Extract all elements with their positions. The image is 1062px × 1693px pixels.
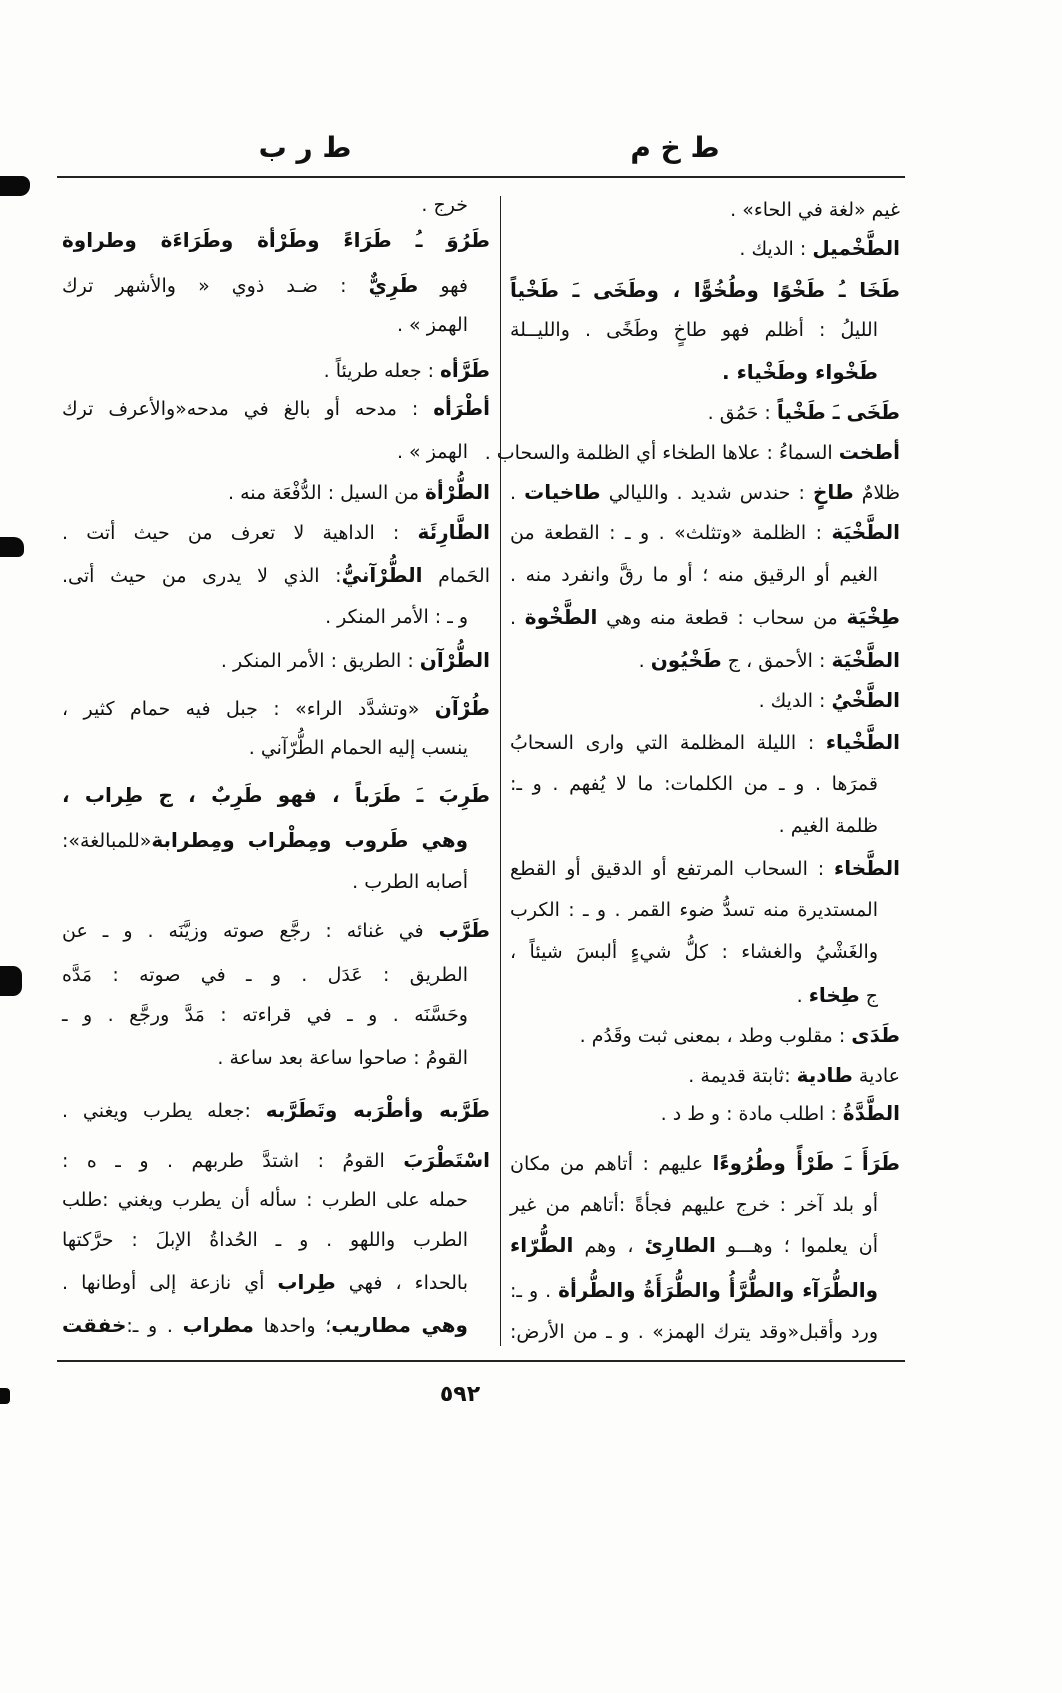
headword: طَرِبَ ـَ طَرَباً ، فهو طَرِبٌ ، ج طِراب ، bbox=[62, 783, 490, 807]
definition-text: : السحاب المرتفع أو الدقيق أو القطع bbox=[510, 858, 834, 880]
left-column bbox=[62, 0, 490, 1693]
definition-text: . bbox=[796, 985, 809, 1007]
entry-line bbox=[510, 852, 900, 884]
entry-line bbox=[62, 692, 490, 724]
definition-text: و ـ : الأمر المنكر . bbox=[325, 606, 468, 628]
headword: طاخيات bbox=[524, 480, 601, 504]
entry-line bbox=[62, 476, 490, 508]
scan-mark bbox=[0, 966, 22, 996]
definition-text: : الديك . bbox=[758, 690, 832, 712]
headword: طِراب bbox=[277, 1270, 336, 1294]
definition-text: . و ـ: bbox=[126, 1315, 183, 1337]
definition-text: في غنائه : رجَّع صوته وزيَّنَه . و ـ عن bbox=[62, 920, 439, 942]
definition-text: الليلُ : أظلم فهو طاخٍ وطَخًى . والليــلة bbox=[510, 319, 878, 341]
entry-line bbox=[62, 516, 490, 548]
definition-text: وحَسَّنَه . و ـ في قراءته : مَدَّ ورجَّع . و ـ bbox=[62, 1004, 468, 1026]
definition-text: :جعله يطرب ويغني . bbox=[62, 1100, 266, 1122]
entry-line bbox=[62, 824, 490, 856]
headword: أطخت bbox=[838, 440, 900, 464]
entry-line bbox=[62, 1266, 490, 1298]
right-running-head: ط خ م bbox=[630, 131, 720, 164]
definition-text: ج bbox=[859, 985, 878, 1007]
entry-line bbox=[510, 601, 900, 633]
entry-line bbox=[510, 1059, 900, 1091]
definition-text: : الليلة المظلمة التي وارى السحابُ bbox=[510, 732, 826, 754]
definition-text: ظلمة الغيم . bbox=[778, 815, 878, 837]
headword: وهي مطاريب bbox=[331, 1313, 468, 1337]
definition-text: : حندس شديد . والليالي bbox=[600, 482, 813, 504]
definition-text: حمله على الطرب : سأله أن يطرب ويغني :طلب bbox=[62, 1189, 468, 1211]
headword: طَرُوَ ـُ طَرَاءً وطَرْأة وطَرَاءَة وطراوة bbox=[62, 228, 490, 252]
headword: الطُّرْآنيُّ bbox=[341, 563, 423, 587]
entry-line bbox=[62, 269, 490, 301]
definition-text: : حَمُق . bbox=[707, 402, 777, 424]
headword: الطُّرْأة bbox=[425, 480, 490, 504]
headword: الطَّخْيَة bbox=[831, 520, 900, 544]
headword: طَرَّبه وأطْرَبه وتَطَرَّبه bbox=[265, 1098, 490, 1122]
definition-text: «للمبالغة»: bbox=[62, 830, 152, 852]
definition-text: من السيل : الدُّفْعَة منه . bbox=[228, 482, 426, 504]
entry-line bbox=[62, 392, 490, 424]
headword: طَرَّأه bbox=[440, 358, 490, 382]
entry-line bbox=[62, 1042, 490, 1074]
entry-line bbox=[62, 189, 490, 221]
entry-line bbox=[510, 1147, 900, 1179]
headword: طَخَى ـَ طَخْياً bbox=[776, 400, 900, 424]
right-column bbox=[484, 0, 901, 1693]
headword: الطَّخْوة bbox=[524, 605, 598, 629]
definition-text: أن يعلموا ؛ وهـــو bbox=[715, 1235, 878, 1257]
definition-text: من سحاب : قطعة منه وهي bbox=[597, 607, 847, 629]
definition-text: خرج . bbox=[421, 194, 468, 216]
definition-text: الطرب واللهو . و ـ الحُداةُ الإبلَ : حرَّكتها bbox=[62, 1229, 468, 1251]
definition-text: أي نازعة إلى أوطانها . bbox=[62, 1272, 278, 1294]
headword: طَرَأَ ـَ طَرْأً وطُرُوءًا bbox=[712, 1151, 901, 1175]
definition-text: أصابه الطرب . bbox=[352, 871, 468, 893]
entry-line bbox=[510, 768, 900, 800]
headword: أطْرَأه bbox=[433, 396, 490, 420]
scan-mark bbox=[0, 537, 24, 557]
entry-line bbox=[62, 1144, 490, 1176]
headword: والطُّرَآء والطُّرَّأُ والطُّرَأَةُ والطُّرأة bbox=[558, 1278, 878, 1302]
entry-line bbox=[510, 274, 900, 306]
headword: طِخاء bbox=[808, 983, 860, 1007]
headword: الطَّخْميل bbox=[812, 236, 900, 260]
definition-text: ، وهم bbox=[573, 1235, 645, 1257]
headword: الطَّخاء bbox=[834, 856, 900, 880]
definition-text: عليهم : أتاهم من مكان bbox=[510, 1153, 713, 1175]
entry-line bbox=[62, 914, 490, 946]
scan-mark bbox=[0, 176, 30, 196]
definition-text: والغَشْيُ والغشاء : كلُّ شيءٍ ألبسَ شيئاً ، bbox=[510, 941, 878, 963]
definition-text: أو بلد آخر : خرج عليهم فجأةً :أتاهم من غير bbox=[510, 1194, 878, 1216]
definition-text: : الأحمق ، ج bbox=[721, 650, 832, 672]
headword: وهي طَروب ومِطْراب ومِطرابة bbox=[151, 828, 468, 852]
entry-line bbox=[62, 1224, 490, 1256]
entry-line bbox=[62, 999, 490, 1031]
definition-text: عادية bbox=[852, 1065, 900, 1087]
definition-text: . bbox=[510, 482, 525, 504]
headword: طُرْآن bbox=[434, 696, 490, 720]
entry-line bbox=[510, 314, 900, 346]
definition-text: ظلامٌ bbox=[853, 482, 900, 504]
entry-line bbox=[510, 1229, 900, 1261]
definition-text: . bbox=[510, 607, 525, 629]
entry-line bbox=[510, 232, 900, 264]
definition-text: ورد وأقبل«وقد يترك الهمز» . و ـ من الأرض: bbox=[510, 1321, 878, 1343]
page-number: ٥٩٢ bbox=[439, 1382, 481, 1407]
entry-line bbox=[510, 894, 900, 926]
headword: طَخْواء وطَخْياء . bbox=[722, 360, 878, 384]
definition-text: : الذي لا يدرى من حيث أتى. bbox=[62, 565, 342, 587]
definition-text: غيم «لغة في الحاء» . bbox=[730, 199, 900, 221]
entry-line bbox=[510, 810, 900, 842]
left-running-head: ط ر ب bbox=[258, 131, 352, 164]
definition-text: بالحداء ، فهي bbox=[335, 1272, 468, 1294]
definition-text: : جعله طريئاً . bbox=[323, 360, 441, 382]
headword: طاخٍ bbox=[812, 480, 854, 504]
headword: الطَّخْيُ bbox=[831, 688, 900, 712]
headword: طِخْيَة bbox=[846, 605, 900, 629]
column-divider bbox=[500, 196, 501, 1346]
scan-mark bbox=[0, 1388, 10, 1404]
entry-line bbox=[62, 1094, 490, 1126]
headword: الطارِئ bbox=[644, 1233, 716, 1257]
headword: طَرِيٌّ bbox=[368, 273, 419, 297]
headword: طَرَّب bbox=[438, 918, 490, 942]
definition-text: . bbox=[638, 650, 651, 672]
definition-text: الحَمام bbox=[422, 565, 490, 587]
headword: طادية bbox=[796, 1063, 853, 1087]
definition-text: الطريق : عَدَل . و ـ في صوته : مَدَّه bbox=[62, 964, 468, 986]
entry-line bbox=[510, 516, 900, 548]
entry-line bbox=[62, 644, 490, 676]
entry-line bbox=[62, 354, 490, 386]
definition-text: السماءُ : علاها الطخاء أي الظلمة والسحاب . bbox=[484, 442, 839, 464]
definition-text: قمرَها . و ـ من الكلمات: ما لا يُفهم . و ـ: bbox=[510, 773, 878, 795]
entry-line bbox=[62, 601, 490, 633]
headword: الطُّرّاء bbox=[510, 1233, 574, 1257]
entry-line bbox=[484, 436, 900, 468]
entry-line bbox=[510, 1316, 900, 1348]
headword: مطراب bbox=[182, 1313, 254, 1337]
definition-text: :ثابتة قديمة . bbox=[688, 1065, 797, 1087]
headword: الطَّارِئَة bbox=[417, 520, 490, 544]
headword: الطَّدَّةُ bbox=[842, 1101, 900, 1125]
definition-text: : اطلب مادة : و ط د . bbox=[660, 1103, 843, 1125]
entry-line bbox=[510, 684, 900, 716]
entry-line bbox=[62, 866, 490, 898]
headword: خفقت bbox=[62, 1313, 127, 1337]
entry-line bbox=[510, 396, 900, 428]
definition-text: : الداهية لا تعرف من حيث أتت . bbox=[62, 522, 418, 544]
entry-line bbox=[510, 559, 900, 591]
definition-text: : الطريق : الأمر المنكر . bbox=[220, 650, 420, 672]
entry-line bbox=[62, 1309, 490, 1341]
definition-text: القومُ : صاحوا ساعة بعد ساعة . bbox=[217, 1047, 468, 1069]
entry-line bbox=[510, 979, 900, 1011]
headword: الطُّرْآن bbox=[419, 648, 490, 672]
definition-text: : مقلوب وطد ، بمعنى ثبت وقَدُم . bbox=[579, 1025, 852, 1047]
entry-line bbox=[62, 959, 490, 991]
entry-line bbox=[510, 1019, 900, 1051]
definition-text: : مدحه أو بالغ في مدحه«والأعرف ترك bbox=[62, 398, 434, 420]
entry-line bbox=[510, 1097, 900, 1129]
entry-line bbox=[510, 476, 900, 508]
entry-line bbox=[62, 732, 490, 764]
headword: اسْتَطْرَبَ bbox=[403, 1148, 490, 1172]
entry-line bbox=[62, 1184, 490, 1216]
headword: الطَّخْيَة bbox=[831, 648, 900, 672]
definition-text: : الظلمة «وتثلث» . و ـ : القطعة من bbox=[510, 522, 832, 544]
entry-line bbox=[510, 1189, 900, 1221]
headword: طَخَا ـُ طَخْوًا وطُخُوًّا ، وطَخَى ـَ طَخْياً bbox=[510, 278, 900, 302]
definition-text: الغيم أو الرقيق منه ؛ أو ما رقَّ وانفرد منه . bbox=[510, 564, 878, 586]
entry-line bbox=[62, 224, 490, 256]
definition-text: القومُ : اشتدَّ طربهم . و ـ ه : bbox=[62, 1150, 404, 1172]
entry-line bbox=[510, 644, 900, 676]
headword: طَخْيُون bbox=[650, 648, 722, 672]
definition-text: الهمز » . bbox=[396, 441, 468, 463]
headword: الطَّخْياء bbox=[825, 730, 900, 754]
entry-line bbox=[510, 1274, 900, 1306]
definition-text: : ضـد ذوي « والأشهر ترك bbox=[62, 275, 369, 297]
entry-line bbox=[62, 559, 490, 591]
definition-text: . و ـ: bbox=[510, 1280, 559, 1302]
entry-line bbox=[510, 936, 900, 968]
entry-line bbox=[510, 194, 900, 226]
entry-line bbox=[510, 356, 900, 388]
headword: طَدَى bbox=[851, 1023, 900, 1047]
entry-line bbox=[62, 436, 490, 468]
definition-text: الهمز » . bbox=[396, 314, 468, 336]
definition-text: ينسب إليه الحمام الطُّرّآني . bbox=[248, 737, 468, 759]
entry-line bbox=[62, 309, 490, 341]
definition-text: المستديرة منه تسدُّ ضوء القمر . و ـ : الكرب bbox=[510, 899, 878, 921]
entry-line bbox=[510, 726, 900, 758]
entry-line bbox=[62, 779, 490, 811]
definition-text: فهو bbox=[418, 275, 468, 297]
definition-text: ؛ واحدها bbox=[253, 1315, 332, 1337]
definition-text: : الديك . bbox=[739, 238, 813, 260]
definition-text: «وتشدَّد الراء» : جبل فيه حمام كثير ، bbox=[62, 698, 435, 720]
